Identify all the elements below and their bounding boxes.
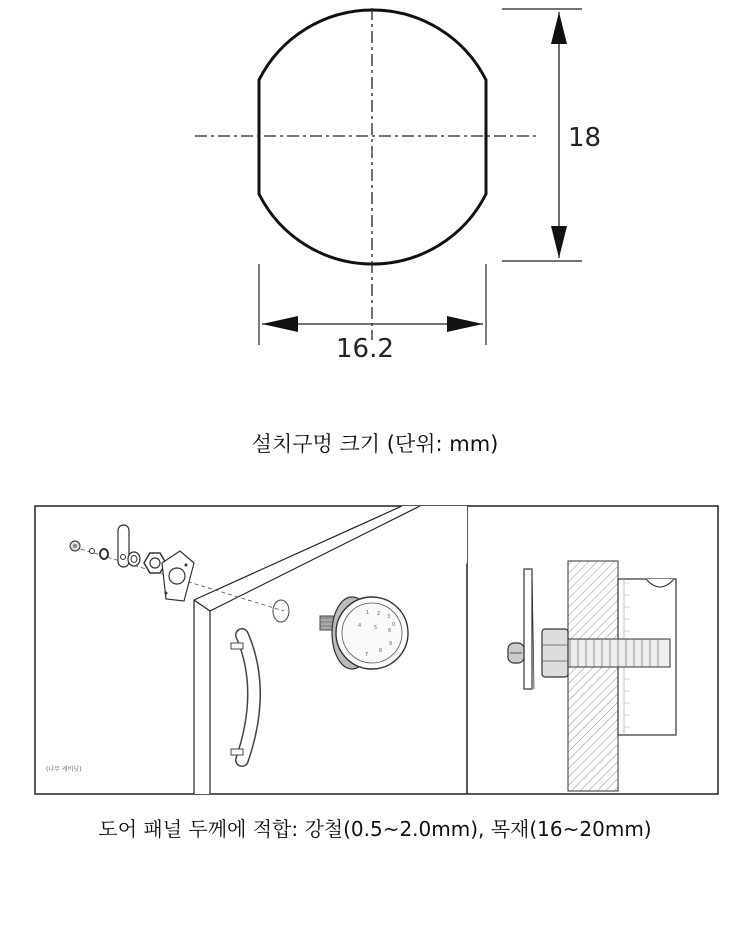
key-0: 0 bbox=[392, 622, 396, 628]
height-arrow-up bbox=[551, 12, 567, 44]
nut-side bbox=[542, 629, 568, 677]
key-1: 1 bbox=[366, 610, 370, 616]
wood-panel-section bbox=[568, 561, 618, 791]
width-value-label: 16.2 bbox=[336, 334, 394, 364]
screw-head-side bbox=[508, 643, 524, 663]
lock-washer-part bbox=[128, 552, 140, 566]
width-arrow-right bbox=[447, 316, 483, 332]
cam-lever-part bbox=[118, 525, 129, 567]
key-2: 2 bbox=[377, 611, 381, 617]
key-4: 4 bbox=[358, 623, 362, 629]
key-3: 3 bbox=[387, 614, 391, 620]
door-mounting-hole bbox=[273, 600, 289, 622]
key-5: 5 bbox=[374, 625, 378, 631]
key-8: 8 bbox=[379, 648, 383, 654]
panel-thickness-caption: 도어 패널 두께에 적합: 강철(0.5~2.0mm), 목재(16~20mm) bbox=[98, 817, 652, 841]
cam-lever-side bbox=[524, 569, 534, 689]
key-6: 6 bbox=[388, 628, 392, 634]
installation-illustration bbox=[34, 505, 719, 795]
width-arrow-left bbox=[262, 316, 298, 332]
hole-dimension-drawing bbox=[0, 0, 750, 380]
key-9: 9 bbox=[389, 641, 393, 647]
hole-size-caption: 설치구멍 크기 (단위: mm) bbox=[251, 432, 499, 456]
key-7: 7 bbox=[365, 652, 369, 658]
height-value-label: 18 bbox=[568, 123, 602, 153]
height-arrow-down bbox=[551, 226, 567, 258]
screw-part bbox=[70, 541, 80, 551]
threaded-shaft bbox=[554, 639, 670, 667]
material-label: (나무 캐비닛) bbox=[46, 766, 82, 773]
